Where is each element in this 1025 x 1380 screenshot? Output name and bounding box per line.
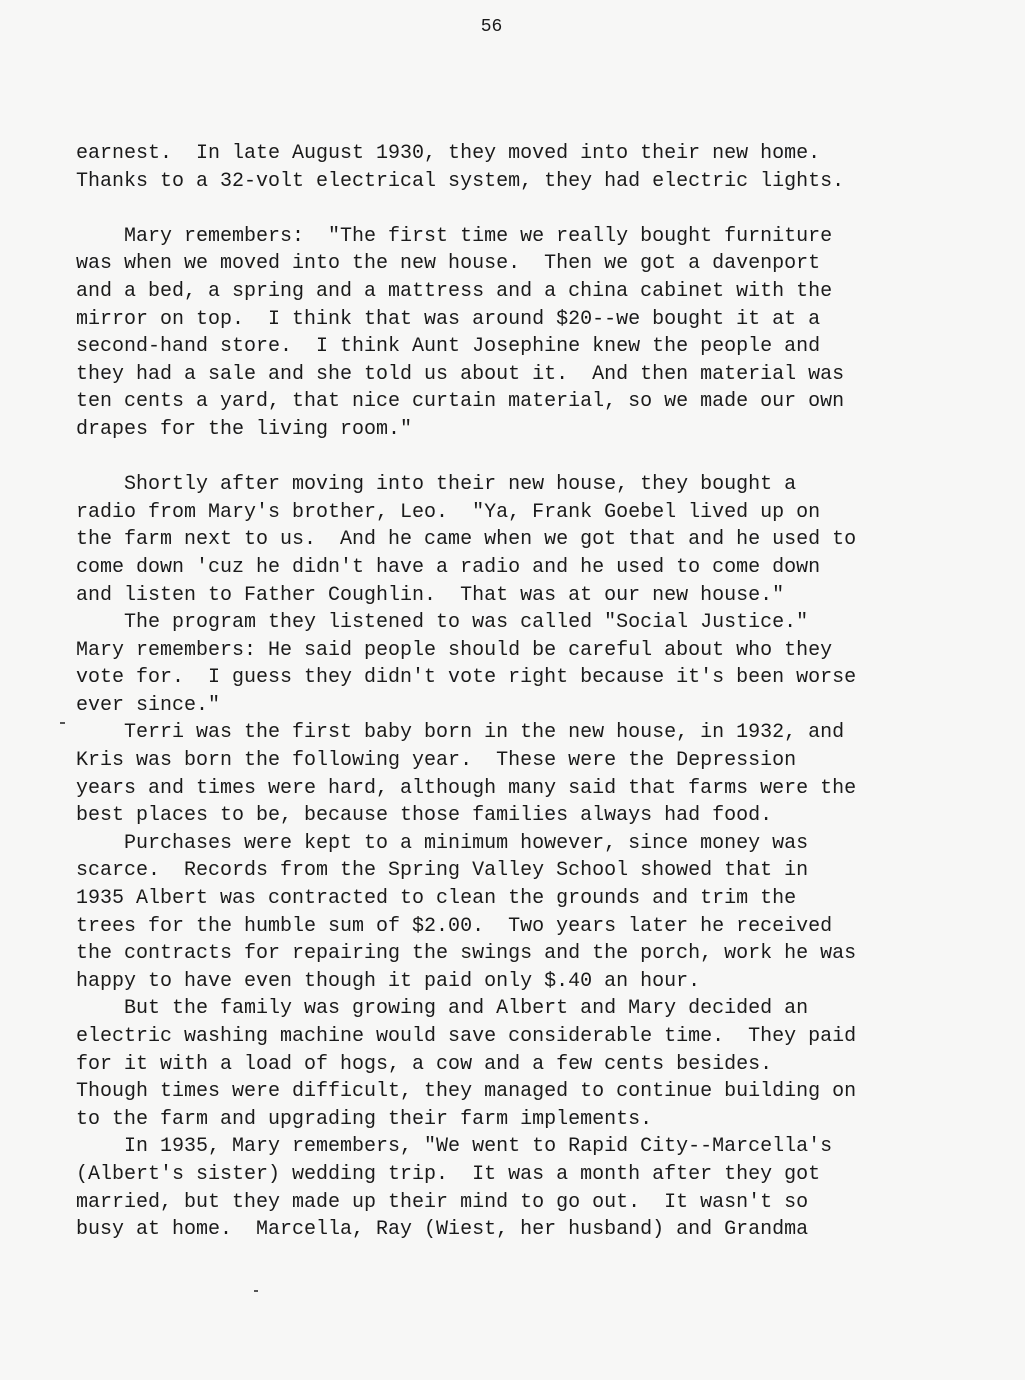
text-line: drapes for the living room." [76, 417, 413, 441]
text-line: ever since." [76, 693, 221, 717]
text-line: earnest. In late August 1930, they moved into their new home. [76, 142, 821, 165]
paragraph-gap [76, 195, 976, 223]
text-line: was when we moved into the new house. Then we got a davenport [76, 252, 821, 276]
text-line: Though times were difficult, they managed to continue building on [76, 1080, 857, 1104]
text-line: Terri was the first baby born in the new house, in 1932, and [76, 721, 845, 745]
text-line: (Albert's sister) wedding trip. It was a month after they got [76, 1162, 821, 1186]
text-line: happy to have even though it paid only $.40 an hour. [76, 969, 701, 993]
text-line: second-hand store. I think Aunt Josephine knew the people and [76, 335, 821, 359]
text-line: Kris was born the following year. These were the Depression [76, 749, 797, 773]
paragraph-gap [76, 444, 976, 472]
text-line: 1935 Albert was contracted to clean the grounds and trim the [76, 887, 797, 911]
text-line: scarce. Records from the Spring Valley School showed that in [76, 859, 809, 883]
paragraph [76, 223, 976, 444]
text-line: ten cents a yard, that nice curtain material, so we made our own [76, 390, 845, 414]
text-line: years and times were hard, although many said that farms were the [76, 776, 857, 800]
margin-mark [60, 722, 65, 724]
page-number: 56 [480, 17, 503, 37]
text-line: and a bed, a spring and a mattress and a china cabinet with the [76, 279, 833, 303]
stray-mark [254, 1290, 258, 1292]
text-line: Purchases were kept to a minimum however, since money was [76, 831, 809, 855]
text-line: radio from Mary's brother, Leo. "Ya, Frank Goebel lived up on [76, 500, 821, 524]
text-line: mirror on top. I think that was around $20--we bought it at a [76, 307, 821, 331]
text-line: the contracts for repairing the swings and the porch, work he was [76, 942, 857, 966]
body-text [76, 140, 976, 1244]
text-line: Mary remembers: He said people should be careful about who they [76, 638, 833, 662]
text-line: to the farm and upgrading their farm implements. [76, 1107, 653, 1131]
text-line: In 1935, Mary remembers, "We went to Rapid City--Marcella's [76, 1135, 833, 1159]
text-line: electric washing machine would save considerable time. They paid [76, 1025, 857, 1048]
text-line: vote for. I guess they didn't vote right because it's been worse [76, 666, 857, 690]
paragraph [76, 471, 976, 1244]
text-line: Shortly after moving into their new house, they bought a [76, 473, 797, 497]
text-line: for it with a load of hogs, a cow and a few cents besides. [76, 1052, 773, 1076]
text-line: The program they listened to was called "Social Justice." [76, 611, 809, 635]
text-line: come down 'cuz he didn't have a radio and he used to come down [76, 555, 821, 579]
text-line: and listen to Father Coughlin. That was at our new house." [76, 583, 785, 607]
text-line: trees for the humble sum of $2.00. Two years later he received [76, 914, 833, 938]
text-line: best places to be, because those families always had food. [76, 804, 773, 828]
text-line: the farm next to us. And he came when we got that and he used to [76, 528, 857, 552]
text-line: Thanks to a 32-volt electrical system, they had electric lights. [76, 169, 845, 193]
text-line: married, but they made up their mind to go out. It wasn't so [76, 1190, 809, 1214]
text-line: they had a sale and she told us about it. And then material was [76, 362, 845, 386]
text-line: busy at home. Marcella, Ray (Wiest, her husband) and Grandma [76, 1218, 809, 1242]
text-line: But the family was growing and Albert and Mary decided an [76, 997, 809, 1021]
paragraph [76, 140, 976, 195]
text-line: Mary remembers: "The first time we really bought furniture [76, 224, 833, 248]
